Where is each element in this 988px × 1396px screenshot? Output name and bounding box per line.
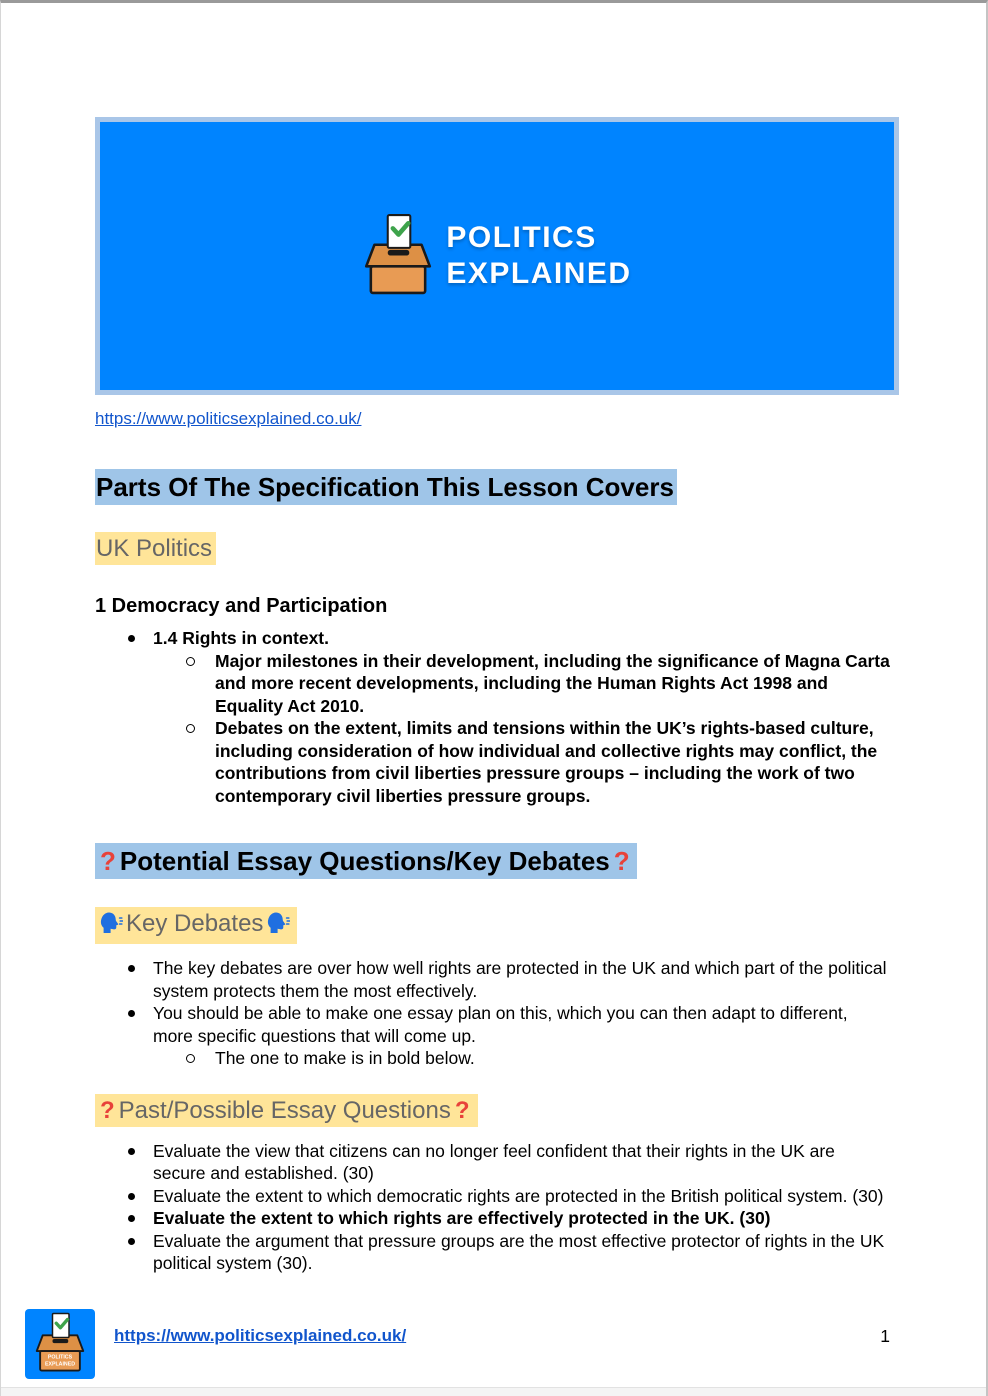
speaking-head-icon xyxy=(99,914,123,941)
list-item: Evaluate the argument that pressure groups are the most effective protector of rights in the UK political system (30). xyxy=(95,1230,892,1275)
list-item: Major milestones in their development, including the significance of Magna Carta and more recent developments, including the Human Rights Act 1998 and Equality Act 2010. xyxy=(153,650,892,718)
speaking-head-icon xyxy=(266,914,290,941)
list-item: You should be able to make one essay plan on this, which you can then adapt to different, more specific questions that will come up. The one to make is in bold below. xyxy=(95,1002,892,1070)
subsection-heading-democracy: 1 Democracy and Participation xyxy=(95,595,388,617)
list-item: 1.4 Rights in context. Major milestones in their development, including the significance of Magna Carta and more recent developments, including the Human Rights Act 1998 and Equality Act 2010. Debates on the extent, limits and tensions within the UK’s rights-based culture, including consideration of how individual and collective rights may conflict, the contributions from civil liberties pressure groups – including the work of two contemporary civil liberties pressure groups. xyxy=(95,627,892,807)
spec-sublist xyxy=(153,650,892,808)
list-item: Debates on the extent, limits and tensions within the UK’s rights-based culture, including consideration of how individual and collective rights may conflict, the contributions from civil liberties pressure groups – including the work of two contemporary civil liberties pressure groups. xyxy=(153,717,892,807)
spec-list xyxy=(95,627,892,807)
page-number: 1 xyxy=(880,1326,890,1346)
section-heading-past-questions: ? Past/Possible Essay Questions ? xyxy=(95,1094,478,1127)
logo-line2: EXPLAINED xyxy=(446,257,632,290)
red-question-mark: ? xyxy=(454,1096,470,1124)
ballot-box-icon xyxy=(33,1312,87,1377)
ballot-box-icon xyxy=(362,213,434,300)
site-url-link[interactable]: https://www.politicsexplained.co.uk/ xyxy=(95,409,362,428)
list-item: The one to make is in bold below. xyxy=(153,1047,892,1070)
list-item: Evaluate the extent to which rights are effectively protected in the UK. (30) xyxy=(95,1207,892,1230)
red-question-mark: ? xyxy=(100,1096,115,1124)
banner-logo-text xyxy=(446,220,631,292)
section-heading-uk-politics: UK Politics xyxy=(95,532,216,565)
section-heading-essay-questions: ? Potential Essay Questions/Key Debates ? xyxy=(95,843,637,879)
footer-url-link[interactable]: https://www.politicsexplained.co.uk/ xyxy=(114,1326,407,1345)
list-item: The key debates are over how well rights are protected in the UK and which part of the political system protects them the most effectively. xyxy=(95,957,892,1002)
key-debates-list xyxy=(95,957,892,1070)
logo-line1: POLITICS xyxy=(446,221,597,254)
section-heading-key-debates: Key Debates xyxy=(95,907,297,944)
red-question-mark: ? xyxy=(100,846,116,876)
banner-image xyxy=(95,117,899,395)
svg-text:POLITICS: POLITICS xyxy=(47,1354,73,1360)
page-title: Parts Of The Specification This Lesson Covers xyxy=(95,469,677,505)
red-question-mark: ? xyxy=(613,846,630,876)
key-debates-sublist xyxy=(153,1047,892,1070)
list-item: Evaluate the view that citizens can no longer feel confident that their rights in the UK are secure and established. (30) xyxy=(95,1140,892,1185)
svg-text:EXPLAINED: EXPLAINED xyxy=(44,1360,76,1367)
list-item: Evaluate the extent to which democratic rights are protected in the British political system. (30) xyxy=(95,1185,892,1208)
page-edge xyxy=(1,1387,986,1396)
footer-logo xyxy=(25,1309,95,1379)
essay-questions-list xyxy=(95,1140,892,1275)
